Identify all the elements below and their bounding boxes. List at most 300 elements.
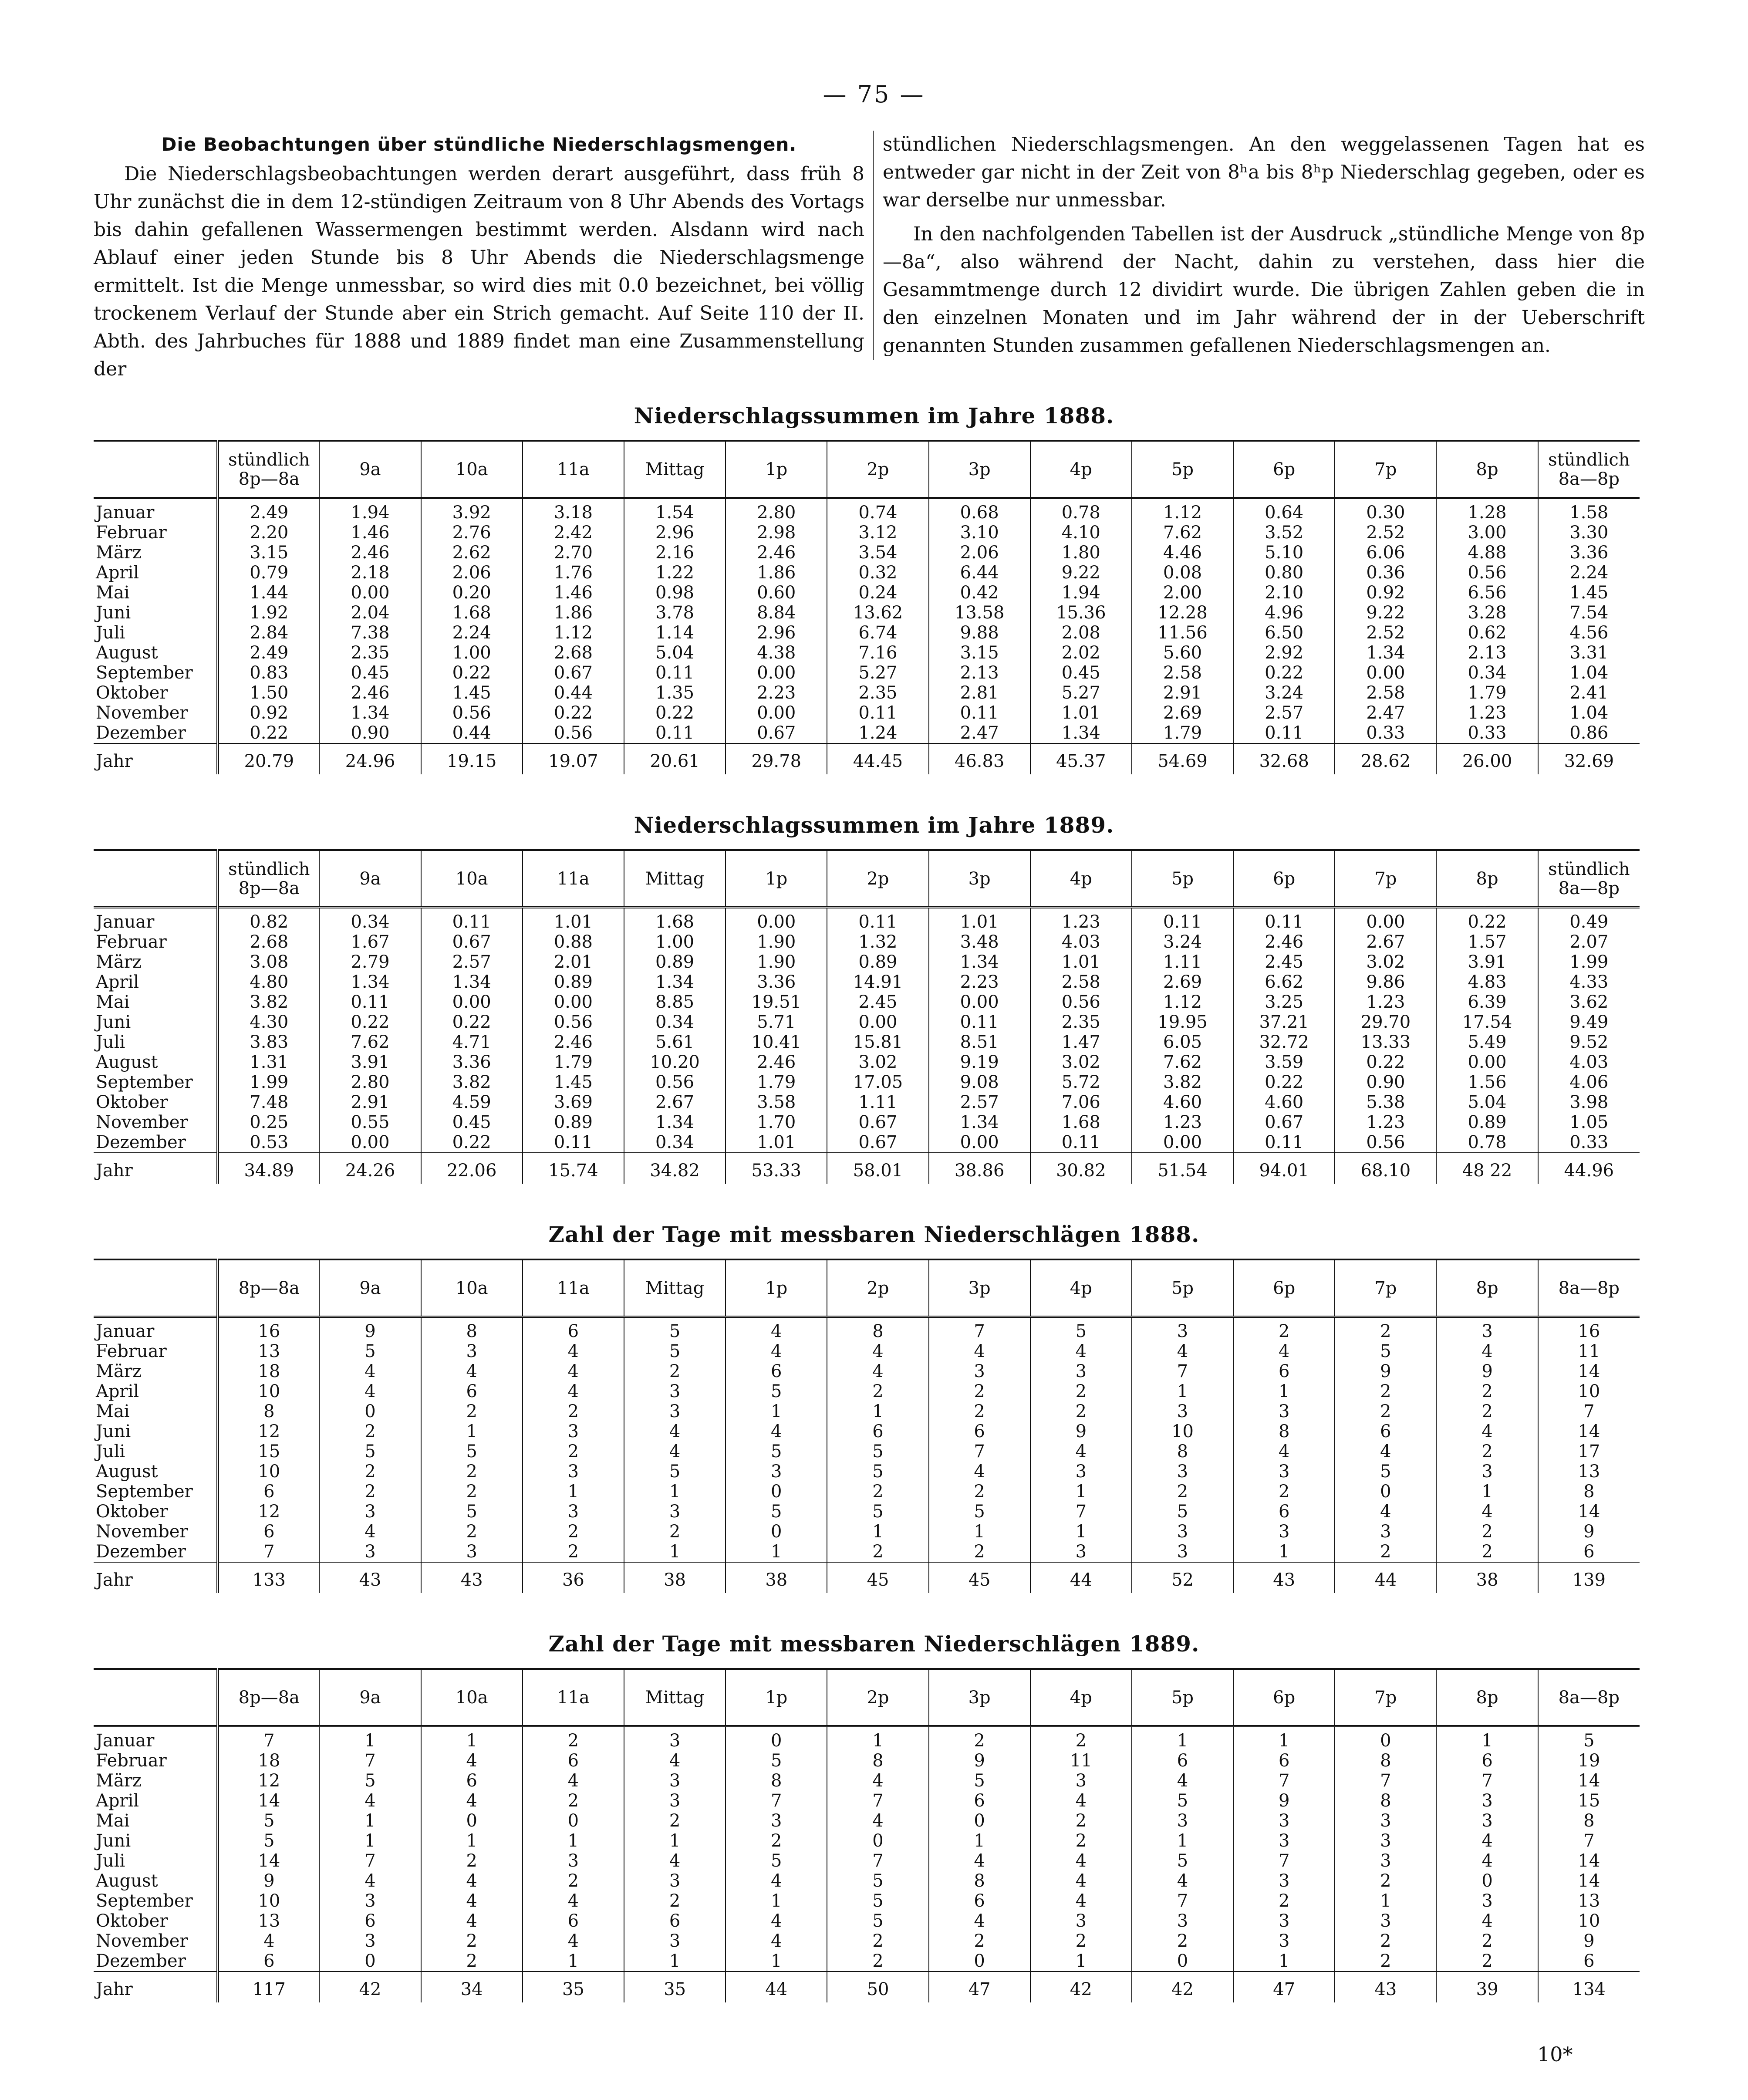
data-cell: 0.49 xyxy=(1538,908,1640,932)
total-row xyxy=(94,1972,1640,2002)
data-cell: 3.78 xyxy=(624,603,726,623)
column-header: 1p xyxy=(726,1259,827,1317)
data-cell: 0 xyxy=(827,1831,928,1851)
data-cell: 5 xyxy=(421,1502,523,1522)
data-cell: 5 xyxy=(218,1831,319,1851)
data-cell: 1.34 xyxy=(319,703,421,723)
data-cell: 7 xyxy=(827,1791,928,1811)
data-cell: 0.11 xyxy=(319,992,421,1012)
data-cell: 1.31 xyxy=(218,1052,319,1072)
data-cell: 5.72 xyxy=(1030,1072,1132,1092)
data-cell: 0.33 xyxy=(1538,1132,1640,1153)
table-row xyxy=(94,1401,1640,1421)
data-cell: 3 xyxy=(1132,1911,1233,1931)
data-cell: 9.49 xyxy=(1538,1012,1640,1032)
total-cell: 47 xyxy=(1233,1972,1335,2002)
data-cell: 18 xyxy=(218,1361,319,1381)
data-cell: 1.14 xyxy=(624,623,726,643)
data-cell: 0.67 xyxy=(523,663,624,683)
data-cell: 0 xyxy=(1335,1726,1436,1751)
data-cell: 4 xyxy=(827,1811,928,1831)
column-header: 8p—8a xyxy=(218,1259,319,1317)
data-cell: 6 xyxy=(1233,1361,1335,1381)
data-cell: 3 xyxy=(624,1771,726,1791)
data-cell: 8 xyxy=(827,1751,928,1771)
data-cell: 5 xyxy=(827,1911,928,1931)
total-cell: 38 xyxy=(624,1562,726,1593)
data-cell: 8.85 xyxy=(624,992,726,1012)
data-cell: 9 xyxy=(218,1871,319,1891)
month-label: Juni xyxy=(96,1421,131,1442)
data-cell: 1.44 xyxy=(218,583,319,603)
data-cell: 5 xyxy=(726,1502,827,1522)
column-header: 10a xyxy=(421,850,523,908)
data-cell: 2.08 xyxy=(1030,623,1132,643)
data-cell: 2 xyxy=(827,1542,928,1562)
data-cell: 2.20 xyxy=(218,523,319,543)
data-cell: 1.23 xyxy=(1132,1112,1233,1132)
month-label: Mai xyxy=(96,1811,130,1831)
data-cell: 0.36 xyxy=(1335,563,1436,583)
total-cell: 32.68 xyxy=(1233,743,1335,774)
data-cell: 3.08 xyxy=(218,952,319,972)
data-cell: 0.22 xyxy=(1335,1052,1436,1072)
year-label: Jahr xyxy=(94,743,218,774)
data-cell: 5 xyxy=(726,1381,827,1401)
data-cell: 1.23 xyxy=(1030,908,1132,932)
data-cell: 3 xyxy=(726,1811,827,1831)
data-cell: 2.76 xyxy=(421,523,523,543)
total-cell: 15.74 xyxy=(523,1153,624,1184)
table-row xyxy=(94,623,1640,643)
table-title-days-1889: Zahl der Tage mit messbaren Niederschlägen 1889. xyxy=(548,1631,1200,1657)
data-cell: 7 xyxy=(1233,1851,1335,1871)
month-label: Juni xyxy=(96,1831,131,1851)
data-cell: 0 xyxy=(726,1482,827,1502)
column-header: 8a—8p xyxy=(1538,1259,1640,1317)
data-cell: 8 xyxy=(1132,1442,1233,1462)
column-header: 6p xyxy=(1233,1669,1335,1726)
table-row xyxy=(94,1341,1640,1361)
data-cell: 0 xyxy=(1132,1951,1233,1972)
data-cell: 0.67 xyxy=(726,723,827,743)
data-cell: 5.27 xyxy=(1030,683,1132,703)
data-cell: 15 xyxy=(218,1442,319,1462)
table-row xyxy=(94,1831,1640,1851)
month-label: Februar xyxy=(96,523,167,543)
data-cell: 4 xyxy=(1030,1871,1132,1891)
data-cell: 2 xyxy=(827,1381,928,1401)
total-cell: 28.62 xyxy=(1335,743,1436,774)
data-cell: 3.02 xyxy=(1335,952,1436,972)
total-cell: 44 xyxy=(1335,1562,1436,1593)
data-cell: 6.06 xyxy=(1335,543,1436,563)
data-cell: 0.22 xyxy=(624,703,726,723)
data-cell: 7.48 xyxy=(218,1092,319,1112)
data-cell: 2.79 xyxy=(319,952,421,972)
data-cell: 1 xyxy=(726,1401,827,1421)
month-label: April xyxy=(96,563,139,583)
data-cell: 3.48 xyxy=(929,932,1030,952)
data-cell: 2.46 xyxy=(523,1032,624,1052)
table-row xyxy=(94,1931,1640,1951)
data-cell: 5 xyxy=(1335,1341,1436,1361)
data-cell: 5 xyxy=(1132,1851,1233,1871)
data-cell: 1 xyxy=(319,1831,421,1851)
total-cell: 19.07 xyxy=(523,743,624,774)
data-cell: 2.02 xyxy=(1030,643,1132,663)
data-cell: 2.06 xyxy=(929,543,1030,563)
data-cell: 1.05 xyxy=(1538,1112,1640,1132)
column-header: 6p xyxy=(1233,1259,1335,1317)
data-cell: 1.28 xyxy=(1436,498,1538,523)
data-cell: 1 xyxy=(1233,1542,1335,1562)
data-cell: 4 xyxy=(1436,1911,1538,1931)
table-row xyxy=(94,1791,1640,1811)
data-cell: 1.32 xyxy=(827,932,928,952)
data-cell: 1 xyxy=(1030,1951,1132,1972)
table-row xyxy=(94,723,1640,743)
data-cell: 0.67 xyxy=(421,932,523,952)
data-cell: 1.79 xyxy=(1132,723,1233,743)
month-label: März xyxy=(96,543,142,563)
data-cell: 0.22 xyxy=(1233,1072,1335,1092)
data-cell: 3 xyxy=(1436,1891,1538,1911)
column-header: 8a—8p xyxy=(1538,1669,1640,1726)
data-cell: 2.57 xyxy=(929,1092,1030,1112)
table-row xyxy=(94,1462,1640,1482)
data-cell: 2.41 xyxy=(1538,683,1640,703)
data-cell: 2 xyxy=(421,1401,523,1421)
data-cell: 2.45 xyxy=(827,992,928,1012)
data-cell: 0.11 xyxy=(1030,1132,1132,1153)
data-cell: 4 xyxy=(1030,1341,1132,1361)
data-cell: 0.44 xyxy=(421,723,523,743)
data-cell: 3 xyxy=(624,1381,726,1401)
data-cell: 4.83 xyxy=(1436,972,1538,992)
data-cell: 3 xyxy=(1335,1522,1436,1542)
total-cell: 44 xyxy=(726,1972,827,2002)
data-cell: 2.13 xyxy=(1436,643,1538,663)
month-label: August xyxy=(96,1462,158,1482)
data-cell: 2.91 xyxy=(319,1092,421,1112)
data-cell: 5.04 xyxy=(1436,1092,1538,1112)
data-cell: 4.60 xyxy=(1233,1092,1335,1112)
column-header: 9a xyxy=(319,441,421,498)
data-cell: 3 xyxy=(319,1931,421,1951)
data-cell: 6 xyxy=(1436,1751,1538,1771)
data-cell: 5 xyxy=(929,1771,1030,1791)
data-cell: 9.88 xyxy=(929,623,1030,643)
data-cell: 14.91 xyxy=(827,972,928,992)
column-header: 2p xyxy=(827,1259,928,1317)
data-cell: 2 xyxy=(1233,1317,1335,1342)
month-label: Februar xyxy=(96,1751,167,1771)
column-header: stündlich 8a—8p xyxy=(1538,441,1640,498)
data-cell: 9.86 xyxy=(1335,972,1436,992)
data-cell: 3 xyxy=(1132,1542,1233,1562)
data-cell: 2 xyxy=(827,1482,928,1502)
data-cell: 0.24 xyxy=(827,583,928,603)
data-cell: 0 xyxy=(726,1726,827,1751)
data-cell: 0.11 xyxy=(929,703,1030,723)
data-cell: 7.06 xyxy=(1030,1092,1132,1112)
year-label: Jahr xyxy=(94,1153,218,1184)
data-cell: 2.69 xyxy=(1132,972,1233,992)
data-cell: 2.01 xyxy=(523,952,624,972)
data-cell: 3 xyxy=(523,1502,624,1522)
data-cell: 2.16 xyxy=(624,543,726,563)
column-header: 4p xyxy=(1030,441,1132,498)
data-cell: 1.00 xyxy=(421,643,523,663)
data-cell: 19.95 xyxy=(1132,1012,1233,1032)
total-row xyxy=(94,1562,1640,1593)
data-cell: 13 xyxy=(218,1911,319,1931)
data-cell: 4 xyxy=(319,1381,421,1401)
data-cell: 0.11 xyxy=(827,703,928,723)
data-cell: 6.62 xyxy=(1233,972,1335,992)
data-cell: 3.31 xyxy=(1538,643,1640,663)
data-cell: 0.92 xyxy=(218,703,319,723)
data-cell: 2.47 xyxy=(929,723,1030,743)
data-cell: 4.33 xyxy=(1538,972,1640,992)
data-cell: 0.11 xyxy=(1233,1132,1335,1153)
data-cell: 0.56 xyxy=(421,703,523,723)
data-cell: 5.27 xyxy=(827,663,928,683)
data-cell: 0.00 xyxy=(1335,908,1436,932)
data-cell: 0.78 xyxy=(1436,1132,1538,1153)
data-cell: 6 xyxy=(218,1482,319,1502)
data-cell: 10 xyxy=(218,1462,319,1482)
data-cell: 3 xyxy=(1233,1911,1335,1931)
data-cell: 5.61 xyxy=(624,1032,726,1052)
month-label: April xyxy=(96,1791,139,1811)
data-cell: 0 xyxy=(1436,1871,1538,1891)
data-cell: 3 xyxy=(1132,1522,1233,1542)
data-cell: 4 xyxy=(421,1751,523,1771)
data-cell: 9 xyxy=(929,1751,1030,1771)
column-header: 8p xyxy=(1436,1669,1538,1726)
data-cell: 2 xyxy=(624,1891,726,1911)
data-cell: 2.67 xyxy=(624,1092,726,1112)
total-cell: 48 22 xyxy=(1436,1153,1538,1184)
data-cell: 1.04 xyxy=(1538,663,1640,683)
data-cell: 1.68 xyxy=(1030,1112,1132,1132)
data-cell: 0.22 xyxy=(319,1012,421,1032)
data-cell: 18 xyxy=(218,1751,319,1771)
data-cell: 4 xyxy=(1030,1891,1132,1911)
data-cell: 14 xyxy=(1538,1871,1640,1891)
month-label: November xyxy=(96,703,188,723)
data-cell: 2 xyxy=(1132,1482,1233,1502)
intro-paragraph-2: stündlichen Niederschlagsmengen. An den weggelassenen Tagen hat es entweder gar nicht in der Zeit von 8ʰa bis 8ʰp Niederschlag gegeben, oder es war derselbe nur unmessbar. xyxy=(883,133,1645,211)
data-cell: 3 xyxy=(1030,1542,1132,1562)
data-cell: 1.45 xyxy=(421,683,523,703)
data-cell: 4.56 xyxy=(1538,623,1640,643)
data-cell: 6 xyxy=(421,1771,523,1791)
data-cell: 2.46 xyxy=(726,1052,827,1072)
data-cell: 4 xyxy=(523,1931,624,1951)
data-cell: 4 xyxy=(624,1421,726,1442)
data-cell: 2 xyxy=(1030,1931,1132,1951)
data-cell: 3 xyxy=(1233,1931,1335,1951)
data-cell: 2.13 xyxy=(929,663,1030,683)
data-cell: 0.89 xyxy=(624,952,726,972)
data-cell: 0.56 xyxy=(1335,1132,1436,1153)
data-cell: 5 xyxy=(319,1341,421,1361)
month-label: März xyxy=(96,1771,142,1791)
data-cell: 2.07 xyxy=(1538,932,1640,952)
data-cell: 0 xyxy=(319,1401,421,1421)
data-cell: 10.41 xyxy=(726,1032,827,1052)
data-cell: 7 xyxy=(1335,1771,1436,1791)
data-cell: 3 xyxy=(624,1726,726,1751)
data-cell: 2 xyxy=(624,1522,726,1542)
data-cell: 3.02 xyxy=(827,1052,928,1072)
month-label: April xyxy=(96,972,139,992)
data-cell: 12.28 xyxy=(1132,603,1233,623)
table-row xyxy=(94,563,1640,583)
data-cell: 1 xyxy=(827,1522,928,1542)
data-cell: 3.15 xyxy=(929,643,1030,663)
data-cell: 7 xyxy=(1233,1771,1335,1791)
data-cell: 1.34 xyxy=(421,972,523,992)
data-cell: 0 xyxy=(421,1811,523,1831)
total-cell: 38 xyxy=(1436,1562,1538,1593)
data-cell: 1 xyxy=(1132,1831,1233,1851)
table-row xyxy=(94,1542,1640,1562)
year-label: Jahr xyxy=(94,1972,218,2002)
data-cell: 3 xyxy=(523,1421,624,1442)
data-cell: 5.49 xyxy=(1436,1032,1538,1052)
data-cell: 0.32 xyxy=(827,563,928,583)
data-cell: 8 xyxy=(1538,1811,1640,1831)
data-cell: 3 xyxy=(624,1871,726,1891)
data-cell: 1.99 xyxy=(1538,952,1640,972)
month-label: Juni xyxy=(96,603,131,623)
data-cell: 4 xyxy=(726,1341,827,1361)
data-cell: 2.98 xyxy=(726,523,827,543)
table-row xyxy=(94,1951,1640,1972)
data-cell: 0.56 xyxy=(1436,563,1538,583)
data-cell: 1.94 xyxy=(1030,583,1132,603)
column-header: 8p xyxy=(1436,1259,1538,1317)
data-cell: 3 xyxy=(1335,1831,1436,1851)
table-row xyxy=(94,1381,1640,1401)
table-row xyxy=(94,1771,1640,1791)
month-label: Oktober xyxy=(96,1911,168,1931)
data-cell: 1.57 xyxy=(1436,932,1538,952)
footer-mark: 10* xyxy=(1537,2043,1573,2066)
year-label: Jahr xyxy=(94,1562,218,1593)
data-cell: 14 xyxy=(1538,1502,1640,1522)
table-row xyxy=(94,992,1640,1012)
table-row xyxy=(94,1072,1640,1092)
data-cell: 1.01 xyxy=(726,1132,827,1153)
data-cell: 6 xyxy=(218,1522,319,1542)
month-label: November xyxy=(96,1931,188,1951)
data-cell: 4 xyxy=(1436,1341,1538,1361)
data-cell: 2.92 xyxy=(1233,643,1335,663)
data-cell: 6.74 xyxy=(827,623,928,643)
data-cell: 0.82 xyxy=(218,908,319,932)
column-header: 3p xyxy=(929,1669,1030,1726)
data-cell: 0.11 xyxy=(624,723,726,743)
table-row xyxy=(94,1052,1640,1072)
data-cell: 1.68 xyxy=(421,603,523,623)
column-header: 11a xyxy=(523,850,624,908)
data-cell: 0.00 xyxy=(726,908,827,932)
data-cell: 0.00 xyxy=(929,1132,1030,1153)
data-cell: 2 xyxy=(1436,1381,1538,1401)
total-cell: 38.86 xyxy=(929,1153,1030,1184)
data-cell: 1 xyxy=(1436,1726,1538,1751)
data-cell: 6 xyxy=(1335,1421,1436,1442)
column-header: 8p xyxy=(1436,441,1538,498)
table-title-sum-1888: Niederschlagssummen im Jahre 1888. xyxy=(634,403,1114,429)
month-label: September xyxy=(96,1891,193,1911)
data-cell: 2.24 xyxy=(1538,563,1640,583)
total-cell: 50 xyxy=(827,1972,928,2002)
data-cell: 1.12 xyxy=(523,623,624,643)
column-header: 11a xyxy=(523,441,624,498)
data-cell: 0.00 xyxy=(726,663,827,683)
data-cell: 7 xyxy=(218,1542,319,1562)
data-cell: 4 xyxy=(421,1911,523,1931)
data-cell: 2.49 xyxy=(218,643,319,663)
data-cell: 1.04 xyxy=(1538,703,1640,723)
total-cell: 46.83 xyxy=(929,743,1030,774)
month-label: November xyxy=(96,1522,188,1542)
data-cell: 3.98 xyxy=(1538,1092,1640,1112)
data-cell: 0.56 xyxy=(624,1072,726,1092)
data-cell: 6 xyxy=(1132,1751,1233,1771)
data-cell: 1.01 xyxy=(929,908,1030,932)
data-cell: 1 xyxy=(624,1542,726,1562)
data-cell: 1.92 xyxy=(218,603,319,623)
data-cell: 6 xyxy=(929,1791,1030,1811)
column-header: 2p xyxy=(827,850,928,908)
table-row xyxy=(94,1911,1640,1931)
data-cell: 1.76 xyxy=(523,563,624,583)
data-cell: 3 xyxy=(421,1542,523,1562)
table-row xyxy=(94,1482,1640,1502)
total-cell: 38 xyxy=(726,1562,827,1593)
data-cell: 1.80 xyxy=(1030,543,1132,563)
data-cell: 4 xyxy=(1030,1851,1132,1871)
data-cell: 1.47 xyxy=(1030,1032,1132,1052)
data-cell: 4 xyxy=(726,1871,827,1891)
data-cell: 8 xyxy=(726,1771,827,1791)
data-cell: 9 xyxy=(1233,1791,1335,1811)
data-cell: 4 xyxy=(523,1891,624,1911)
data-cell: 4 xyxy=(319,1791,421,1811)
data-cell: 7 xyxy=(1030,1502,1132,1522)
table-row xyxy=(94,523,1640,543)
month-label: Dezember xyxy=(96,723,186,743)
total-cell: 44 xyxy=(1030,1562,1132,1593)
data-cell: 5 xyxy=(1335,1462,1436,1482)
data-cell: 3.82 xyxy=(421,1072,523,1092)
data-cell: 1.34 xyxy=(319,972,421,992)
table-row xyxy=(94,1891,1640,1911)
data-cell: 2.62 xyxy=(421,543,523,563)
data-cell: 2 xyxy=(1335,1931,1436,1951)
data-cell: 0.00 xyxy=(1436,1052,1538,1072)
data-cell: 5 xyxy=(421,1442,523,1462)
month-label: Mai xyxy=(96,992,130,1012)
data-cell: 0.90 xyxy=(319,723,421,743)
